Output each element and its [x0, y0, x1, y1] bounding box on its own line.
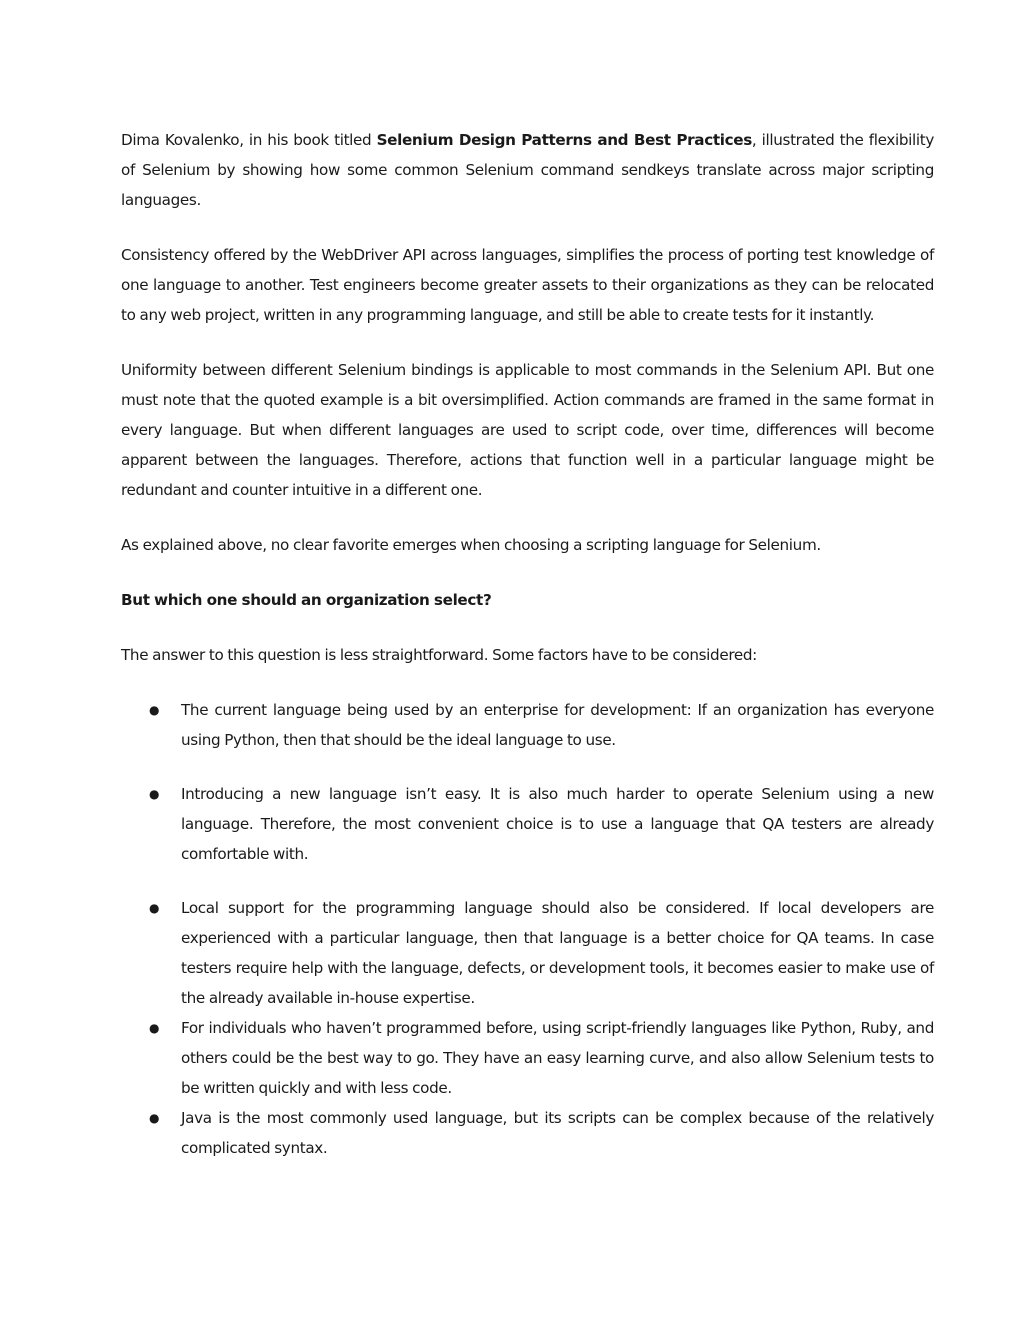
intro-paragraph: [121, 125, 934, 215]
section-heading: But which one should an organization select?: [121, 591, 492, 609]
list-item: [121, 779, 934, 869]
uniformity-paragraph: Uniformity between different Selenium bindings is applicable to most commands in the Selenium API. But one must note that the quoted example is a bit oversimplified. Action commands are framed in the same format in every language. But when different languages are used to script code, over time, differences will become apparent between the languages. Therefore, actions that function well in a particular language might be redundant and counter intuitive in a different one.: [121, 361, 934, 499]
list-item: [121, 1103, 934, 1163]
list-item-text: Local support for the programming language should also be considered. If local developers are experienced with a particular language, then that language is a better choice for QA teams. In case testers require help with the language, defects, or development tools, it becomes easier to make use of the already available in-house expertise.: [181, 899, 934, 1007]
bullet-icon: ●: [149, 1021, 160, 1035]
list-item-text: For individuals who haven’t programmed before, using script-friendly languages like Python, Ruby, and others could be the best way to go. They have an easy learning curve, and also allow Selenium tests to be written quickly and with less code.: [181, 1019, 934, 1097]
no-favorite-paragraph: As explained above, no clear favorite emerges when choosing a scripting language for Selenium.: [121, 536, 821, 554]
answer-paragraph: The answer to this question is less straightforward. Some factors have to be considered:: [121, 646, 757, 664]
list-item: [121, 1013, 934, 1103]
consistency-paragraph: Consistency offered by the WebDriver API across languages, simplifies the process of porting test knowledge of one language to another. Test engineers become greater assets to their organizations as they can be relocated to any web project, written in any programming language, and still be able to create tests for it instantly.: [121, 246, 934, 324]
list-item-text: Introducing a new language isn’t easy. It is also much harder to operate Selenium using a new language. Therefore, the most convenient choice is to use a language that QA testers are already comfortable with.: [181, 785, 934, 863]
bullet-icon: ●: [149, 1111, 160, 1125]
intro-text-end: , illustrated the flexibility of Selenium by showing how some common Selenium command sendkeys translate across major scripting languages.: [121, 131, 934, 209]
list-item: [121, 695, 934, 755]
list-item-text: The current language being used by an enterprise for development: If an organization has everyone using Python, then that should be the ideal language to use.: [181, 701, 934, 749]
factors-list: [121, 695, 934, 1163]
bullet-icon: ●: [149, 703, 160, 717]
intro-text-start: Dima Kovalenko, in his book titled: [121, 131, 377, 149]
document-page: [121, 125, 934, 1163]
book-title: Selenium Design Patterns and Best Practices: [376, 131, 752, 149]
bullet-icon: ●: [149, 901, 160, 915]
bullet-icon: ●: [149, 787, 160, 801]
list-item-text: Java is the most commonly used language, but its scripts can be complex because of the relatively complicated syntax.: [181, 1109, 934, 1157]
list-item: [121, 893, 934, 1013]
